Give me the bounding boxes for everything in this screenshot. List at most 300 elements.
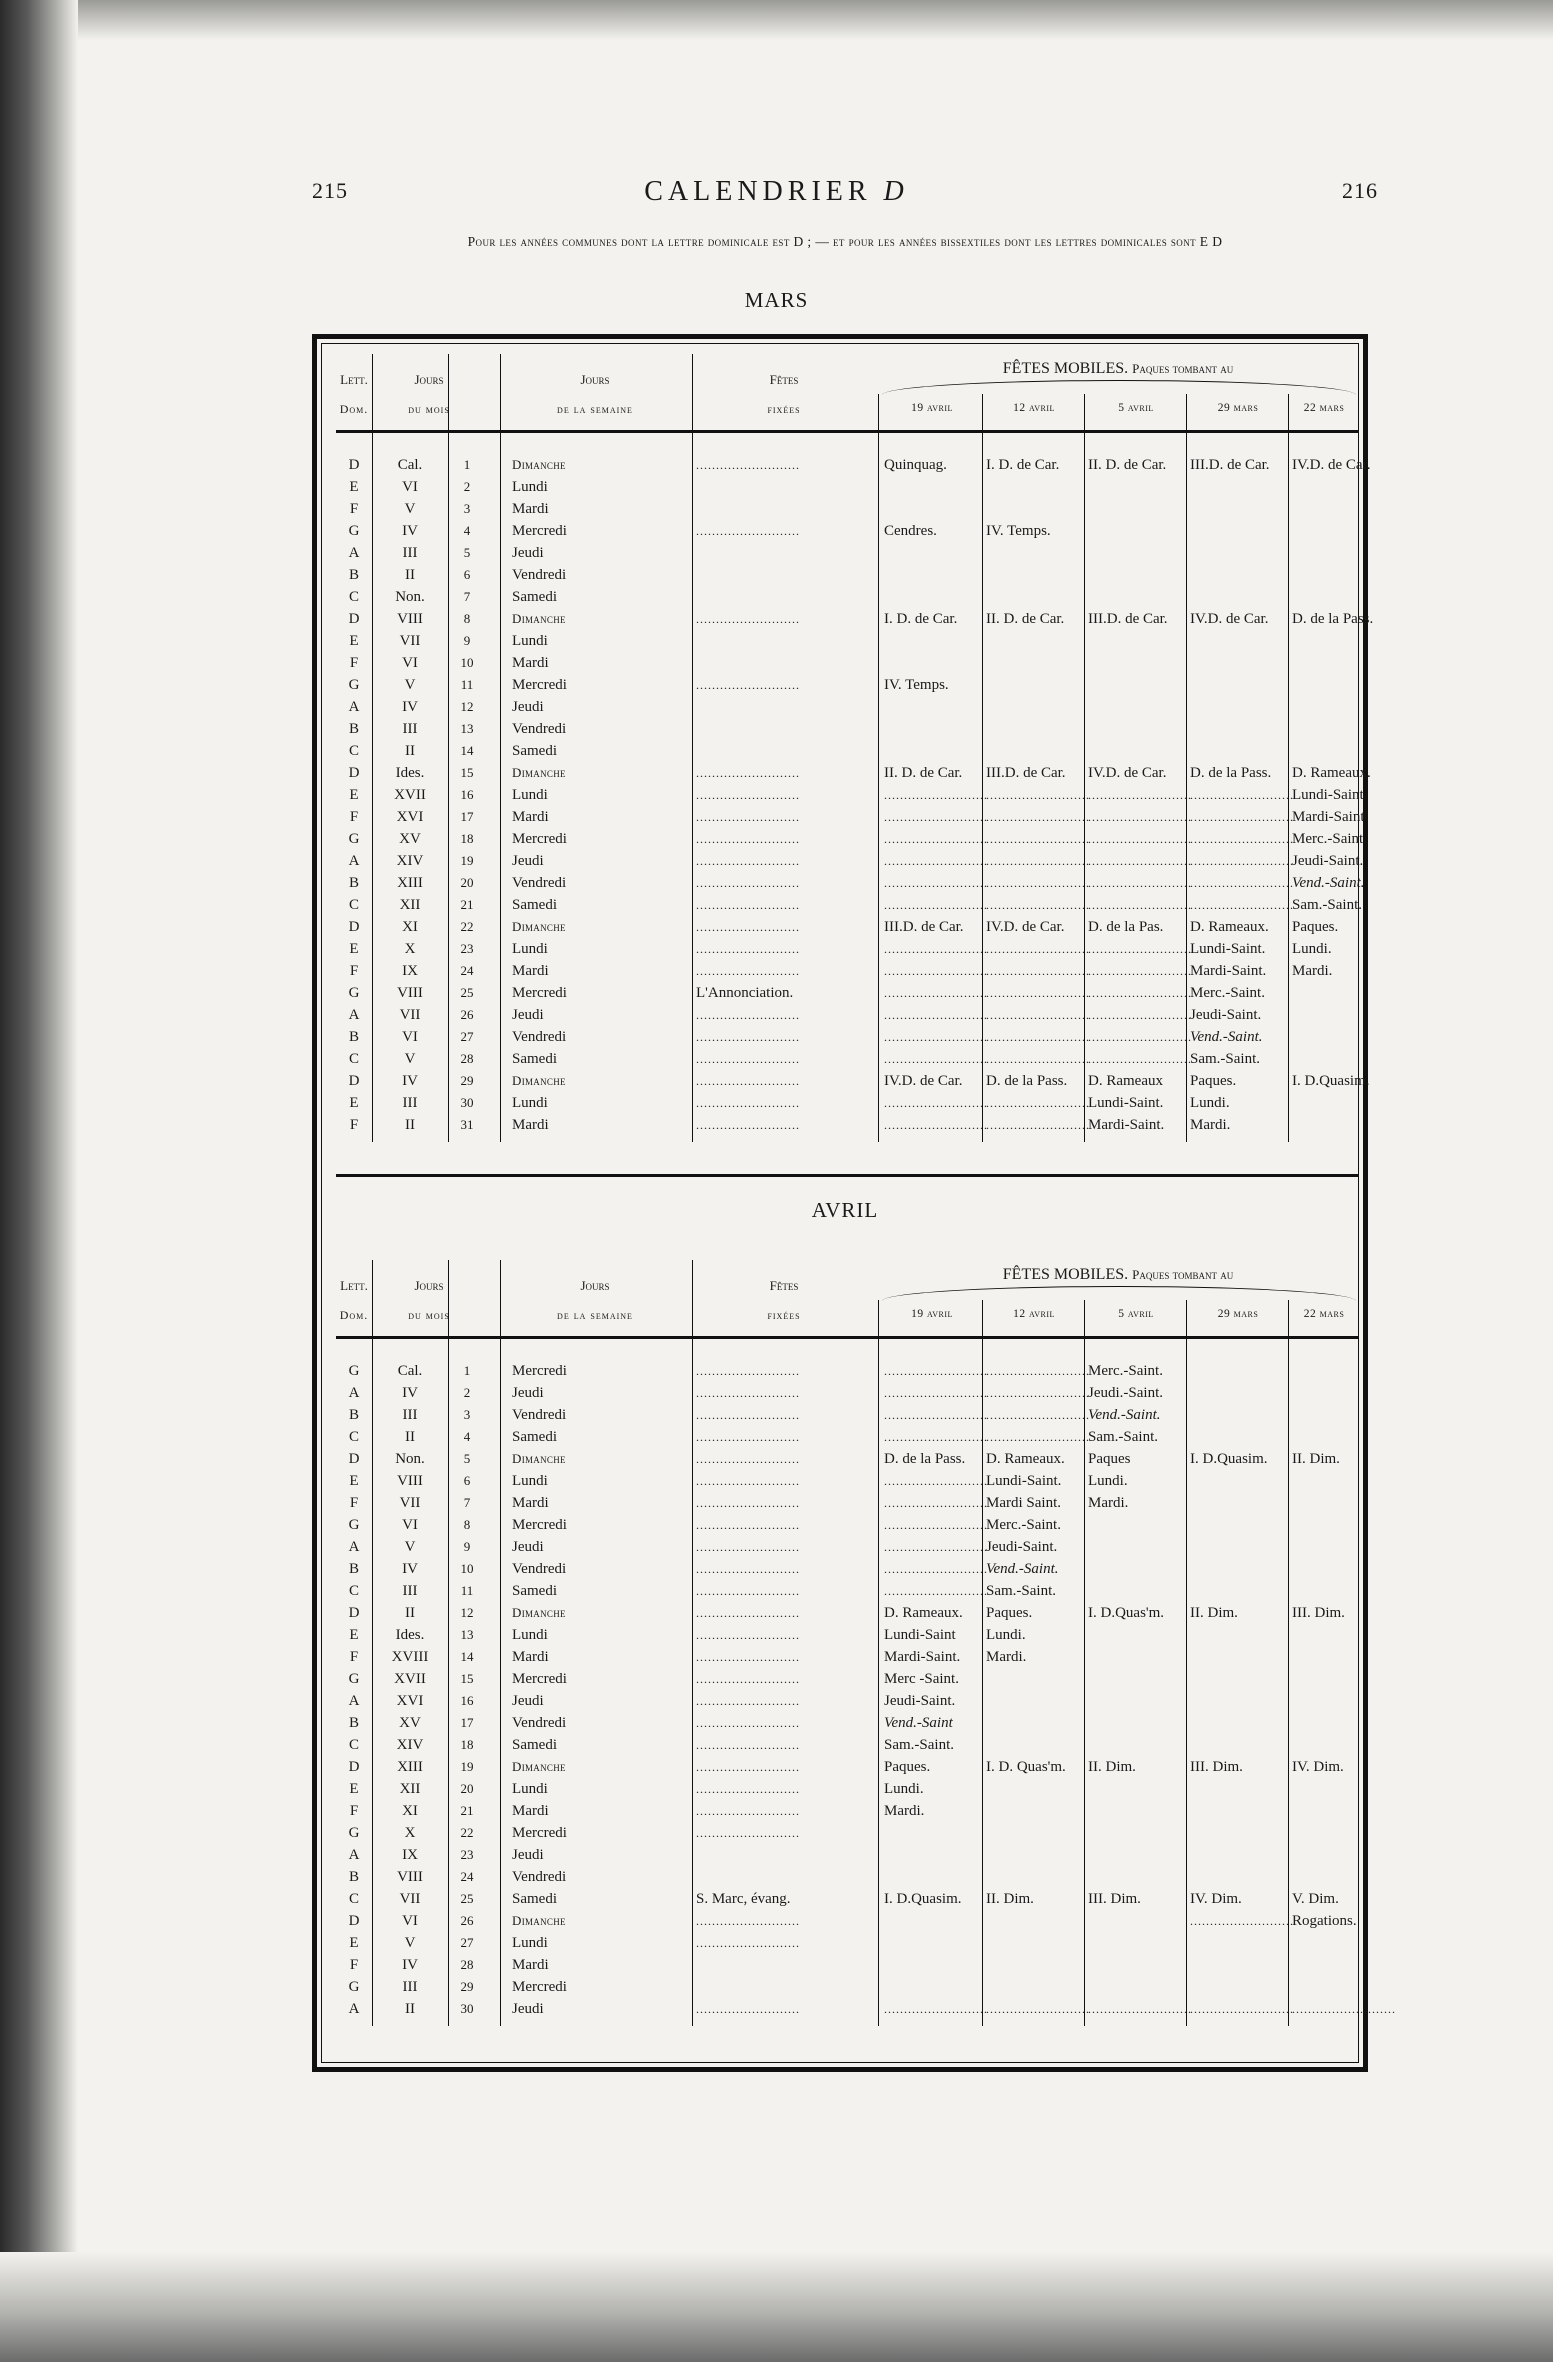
weekday: Mardi	[512, 963, 549, 979]
movable-22-mars: II. Dim.	[1292, 1451, 1340, 1467]
day-number: 8	[463, 611, 471, 626]
day-number: 31	[460, 1117, 474, 1132]
movable-19-avril: ..........................	[884, 1430, 988, 1444]
table-header	[336, 354, 1358, 430]
roman-day: Non.	[395, 1451, 425, 1467]
movable-22-mars: V. Dim.	[1292, 1891, 1339, 1907]
dominical-letter: C	[348, 743, 359, 759]
roman-day: III	[402, 1979, 418, 1995]
roman-day: Non.	[395, 589, 425, 605]
weekday: Lundi	[512, 1095, 548, 1111]
movable-19-avril: ..........................	[884, 986, 988, 1000]
roman-day: V	[404, 1935, 416, 1951]
movable-5-avril: Vend.-Saint.	[1088, 1407, 1161, 1423]
page-subtitle: Pour les années communes dont la lettre dominicale est D ; — et pour les années bissextiles dont les lettres dominicales sont E D	[467, 234, 1223, 249]
weekday: Mercredi	[512, 523, 567, 539]
movable-19-avril: ..........................	[884, 1518, 988, 1532]
day-number: 7	[463, 589, 471, 604]
movable-5-avril: Paques	[1088, 1451, 1131, 1467]
dominical-letter: A	[348, 699, 360, 715]
movable-19-avril: II. D. de Car.	[884, 765, 963, 781]
weekday: Jeudi	[512, 1539, 544, 1555]
weekday: Vendredi	[512, 721, 567, 737]
day-number: 1	[463, 457, 471, 472]
header-22-mars: 22 mars	[1303, 1308, 1345, 1320]
movable-29-mars: Mardi.	[1190, 1117, 1231, 1133]
weekday: Dimanche	[512, 1605, 566, 1620]
day-number: 25	[460, 1891, 474, 1906]
day-number: 18	[460, 1737, 474, 1752]
dominical-letter: C	[348, 897, 359, 913]
weekday: Vendredi	[512, 1561, 567, 1577]
movable-12-avril: Lundi.	[986, 1627, 1026, 1643]
table-row	[336, 1070, 1370, 1092]
header-12-avril: 12 avril	[1013, 1308, 1055, 1320]
dominical-letter: E	[349, 479, 359, 495]
movable-29-mars: D. Rameaux.	[1190, 919, 1269, 935]
fixed-feast: ..........................	[696, 1408, 800, 1422]
day-number: 3	[463, 501, 471, 516]
fixed-feast: ..........................	[696, 1030, 800, 1044]
dominical-letter: D	[348, 919, 360, 935]
roman-day: III	[402, 1407, 418, 1423]
movable-5-avril: II. D. de Car.	[1088, 457, 1167, 473]
dominical-letter: A	[348, 1007, 360, 1023]
movable-19-avril: Jeudi-Saint.	[884, 1693, 956, 1709]
weekday: Jeudi	[512, 699, 544, 715]
day-number: 4	[463, 1429, 471, 1444]
calendar-inner-frame	[321, 343, 1396, 2063]
day-number: 18	[460, 831, 474, 846]
dominical-letter: C	[348, 1891, 359, 1907]
dominical-letter: F	[349, 1803, 359, 1819]
table-row	[336, 608, 1374, 630]
movable-19-avril: ..........................	[884, 1052, 988, 1066]
movable-29-mars: Paques.	[1190, 1073, 1237, 1089]
day-number: 30	[460, 1095, 474, 1110]
avril-table	[336, 1260, 1396, 2017]
month-label-avril: AVRIL	[811, 1198, 879, 1222]
weekday: Dimanche	[512, 919, 566, 934]
table-row	[336, 1910, 1358, 1932]
weekday: Mercredi	[512, 1517, 567, 1533]
fixed-feast: ..........................	[696, 1760, 800, 1774]
dominical-letter: E	[349, 1627, 359, 1643]
header-lett: Lett. Dom.	[339, 1278, 369, 1322]
movable-12-avril: ..........................	[986, 898, 1090, 912]
header-fetes-mobiles: FÊTES MOBILES. Paques tombant au	[1002, 360, 1234, 377]
day-number: 10	[460, 655, 474, 670]
weekday: Samedi	[512, 1737, 557, 1753]
table-row	[336, 696, 1358, 718]
fixed-feast: ..........................	[696, 678, 800, 692]
movable-5-avril: ..........................	[1088, 1008, 1192, 1022]
movable-12-avril: ..........................	[986, 942, 1090, 956]
table-row	[336, 740, 1358, 762]
weekday: Dimanche	[512, 1073, 566, 1088]
movable-5-avril: Mardi.	[1088, 1495, 1129, 1511]
movable-19-avril: ..........................	[884, 964, 988, 978]
weekday: Samedi	[512, 1891, 557, 1907]
movable-19-avril: Mardi.	[884, 1803, 925, 1819]
table-row	[336, 1114, 1358, 1136]
movable-5-avril: I. D.Quas'm.	[1088, 1605, 1165, 1621]
day-number: 11	[460, 1583, 474, 1598]
roman-day: VI	[402, 1029, 418, 1045]
fixed-feast: ..........................	[696, 458, 800, 472]
day-number: 5	[463, 545, 471, 560]
movable-5-avril: ..........................	[1088, 1030, 1192, 1044]
movable-19-avril: ..........................	[884, 1386, 988, 1400]
roman-day: IV	[402, 699, 418, 715]
fixed-feast: ..........................	[696, 1386, 800, 1400]
dominical-letter: D	[348, 1913, 360, 1929]
day-number: 8	[463, 1517, 471, 1532]
day-number: 24	[460, 1869, 474, 1884]
roman-day: XII	[399, 897, 421, 913]
roman-day: XIV	[396, 853, 424, 869]
dominical-letter: B	[348, 721, 359, 737]
header-5-avril: 5 avril	[1118, 402, 1154, 414]
movable-5-avril: Sam.-Saint.	[1088, 1429, 1158, 1445]
dominical-letter: B	[348, 1561, 359, 1577]
fixed-feast: ..........................	[696, 1540, 800, 1554]
scan-edge-bottom	[0, 2252, 1553, 2362]
fixed-feast: ..........................	[696, 898, 800, 912]
day-number: 2	[463, 1385, 471, 1400]
movable-5-avril: Lundi.	[1088, 1473, 1128, 1489]
dominical-letter: C	[348, 1737, 359, 1753]
weekday: Lundi	[512, 1473, 548, 1489]
header-fetes-fixees: Fêtes fixées	[767, 372, 801, 416]
movable-29-mars: ..........................	[1190, 898, 1294, 912]
header-jours-du-mois: Jours du mois	[408, 1278, 450, 1322]
dominical-letter: A	[348, 853, 360, 869]
roman-day: XIII	[397, 1759, 423, 1775]
table-row	[336, 806, 1365, 828]
table-header	[336, 1260, 1358, 1336]
movable-12-avril: Merc.-Saint.	[986, 1517, 1061, 1533]
dominical-letter: A	[348, 1539, 360, 1555]
day-number: 10	[460, 1561, 474, 1576]
dominical-letter: E	[349, 1473, 359, 1489]
header-5-avril: 5 avril	[1118, 1308, 1154, 1320]
table-row	[336, 1844, 1358, 1866]
day-number: 28	[460, 1957, 474, 1972]
roman-day: II	[405, 567, 415, 583]
weekday: Dimanche	[512, 1451, 566, 1466]
movable-19-avril: ..........................	[884, 876, 988, 890]
table-row	[336, 1360, 1358, 1382]
movable-5-avril: ..........................	[1088, 1052, 1192, 1066]
weekday: Samedi	[512, 1429, 557, 1445]
movable-12-avril: ..........................	[986, 832, 1090, 846]
movable-29-mars: ..........................	[1190, 832, 1294, 846]
table-row	[336, 1954, 1358, 1976]
movable-19-avril: Vend.-Saint	[884, 1715, 953, 1731]
weekday: Jeudi	[512, 1385, 544, 1401]
dominical-letter: F	[349, 1957, 359, 1973]
movable-29-mars: ..........................	[1190, 854, 1294, 868]
table-row	[336, 1976, 1358, 1998]
dominical-letter: F	[349, 501, 359, 517]
fixed-feast: ..........................	[696, 1628, 800, 1642]
movable-12-avril: ..........................	[986, 986, 1090, 1000]
dominical-letter: G	[348, 1825, 360, 1841]
roman-day: V	[404, 1051, 416, 1067]
movable-29-mars: III.D. de Car.	[1190, 457, 1270, 473]
roman-day: XII	[399, 1781, 421, 1797]
movable-19-avril: ..........................	[884, 832, 988, 846]
weekday: Mardi	[512, 1957, 549, 1973]
roman-day: II	[405, 2001, 415, 2017]
table-row	[336, 1690, 1358, 1712]
movable-19-avril: Lundi-Saint	[884, 1627, 956, 1643]
fixed-feast: ..........................	[696, 832, 800, 846]
day-number: 25	[460, 985, 474, 1000]
fixed-feast: ..........................	[696, 524, 800, 538]
movable-12-avril: Paques.	[986, 1605, 1033, 1621]
header-brace	[882, 380, 1356, 395]
day-number: 12	[460, 1605, 474, 1620]
day-number: 11	[460, 677, 474, 692]
movable-19-avril: III.D. de Car.	[884, 919, 964, 935]
day-number: 13	[460, 1627, 474, 1642]
fixed-feast: ..........................	[696, 964, 800, 978]
movable-12-avril: ..........................	[986, 1008, 1090, 1022]
movable-5-avril: IV.D. de Car.	[1088, 765, 1167, 781]
day-number: 12	[460, 699, 474, 714]
roman-day: Cal.	[397, 457, 423, 473]
dominical-letter: G	[348, 985, 360, 1001]
day-number: 28	[460, 1051, 474, 1066]
dominical-letter: C	[348, 1051, 359, 1067]
movable-5-avril: D. de la Pas.	[1088, 919, 1164, 935]
table-row	[336, 454, 1371, 476]
roman-day: XI	[402, 1803, 418, 1819]
roman-day: III	[402, 545, 418, 561]
movable-19-avril: ..........................	[884, 942, 988, 956]
day-number: 23	[460, 941, 474, 956]
movable-22-mars: D. de la Pass.	[1292, 611, 1374, 627]
roman-day: VI	[402, 1517, 418, 1533]
movable-22-mars: Jeudi-Saint.	[1292, 853, 1364, 869]
day-number: 26	[460, 1913, 474, 1928]
movable-19-avril: ..........................	[884, 854, 988, 868]
roman-day: VIII	[397, 1473, 423, 1489]
fixed-feast: ..........................	[696, 1518, 800, 1532]
movable-19-avril: ..........................	[884, 1030, 988, 1044]
weekday: Lundi	[512, 633, 548, 649]
table-row	[336, 1580, 1358, 1602]
day-number: 3	[463, 1407, 471, 1422]
movable-5-avril: Mardi-Saint.	[1088, 1117, 1165, 1133]
weekday: Mercredi	[512, 677, 567, 693]
movable-12-avril: ..........................	[986, 854, 1090, 868]
roman-day: VIII	[397, 985, 423, 1001]
movable-5-avril: ..........................	[1088, 876, 1192, 890]
weekday: Mardi	[512, 655, 549, 671]
roman-day: XVII	[394, 1671, 426, 1687]
movable-19-avril: D. de la Pass.	[884, 1451, 966, 1467]
roman-day: Ides.	[395, 765, 425, 781]
movable-22-mars: IV. Dim.	[1292, 1759, 1344, 1775]
movable-12-avril: ..........................	[986, 1052, 1090, 1066]
day-number: 2	[463, 479, 471, 494]
movable-19-avril: Quinquag.	[884, 457, 947, 473]
dominical-letter: C	[348, 1583, 359, 1599]
fixed-feast: ..........................	[696, 1694, 800, 1708]
movable-29-mars: ..........................	[1190, 1914, 1294, 1928]
day-number: 27	[460, 1935, 474, 1950]
roman-day: IV	[402, 1073, 418, 1089]
table-row	[336, 1998, 1396, 2020]
movable-29-mars: Vend.-Saint.	[1190, 1029, 1263, 1045]
movable-12-avril: Mardi.	[986, 1649, 1027, 1665]
movable-12-avril: ..........................	[986, 964, 1090, 978]
weekday: Mardi	[512, 1649, 549, 1665]
movable-29-mars: II. Dim.	[1190, 1605, 1238, 1621]
weekday: Lundi	[512, 1935, 548, 1951]
day-number: 24	[460, 963, 474, 978]
fixed-feast: ..........................	[696, 788, 800, 802]
dominical-letter: D	[348, 1451, 360, 1467]
movable-19-avril: ..........................	[884, 1496, 988, 1510]
dominical-letter: G	[348, 831, 360, 847]
movable-19-avril: Mardi-Saint.	[884, 1649, 961, 1665]
movable-12-avril: II. D. de Car.	[986, 611, 1065, 627]
roman-day: IX	[402, 1847, 418, 1863]
table-row	[336, 674, 1358, 696]
movable-5-avril: Jeudi.-Saint.	[1088, 1385, 1163, 1401]
table-row	[336, 916, 1358, 938]
table-row	[336, 828, 1367, 850]
movable-22-mars: Mardi-Saint	[1292, 809, 1365, 825]
table-row	[336, 1004, 1358, 1026]
fixed-feast: ..........................	[696, 1672, 800, 1686]
movable-5-avril: ..........................	[1088, 854, 1192, 868]
table-row	[336, 1536, 1358, 1558]
roman-day: XVI	[396, 1693, 424, 1709]
header-rule	[336, 1336, 1358, 1339]
movable-19-avril: D. Rameaux.	[884, 1605, 963, 1621]
header-rule	[336, 430, 1358, 433]
movable-22-mars: Rogations.	[1292, 1913, 1357, 1929]
fixed-feast: ..........................	[696, 1562, 800, 1576]
movable-12-avril: II. Dim.	[986, 1891, 1034, 1907]
weekday: Dimanche	[512, 457, 566, 472]
weekday: Jeudi	[512, 1007, 544, 1023]
fixed-feast: ..........................	[696, 1738, 800, 1752]
movable-29-mars: ..........................	[1190, 810, 1294, 824]
day-number: 29	[460, 1073, 474, 1088]
weekday: Lundi	[512, 787, 548, 803]
movable-5-avril: ..........................	[1088, 788, 1192, 802]
roman-day: VI	[402, 1913, 418, 1929]
fixed-feast: ..........................	[696, 1074, 800, 1088]
weekday: Samedi	[512, 1583, 557, 1599]
movable-22-mars: D. Rameaux.	[1292, 765, 1371, 781]
weekday: Mercredi	[512, 1825, 567, 1841]
table-row	[336, 1382, 1358, 1404]
header-22-mars: 22 mars	[1303, 402, 1345, 414]
day-number: 29	[460, 1979, 474, 1994]
dominical-letter: C	[348, 589, 359, 605]
weekday: Dimanche	[512, 1913, 566, 1928]
dominical-letter: G	[348, 1517, 360, 1533]
roman-day: VII	[399, 633, 421, 649]
movable-5-avril: II. Dim.	[1088, 1759, 1136, 1775]
fixed-feast: ..........................	[696, 1584, 800, 1598]
fixed-feast: ..........................	[696, 1474, 800, 1488]
weekday: Mercredi	[512, 985, 567, 1001]
mars-table	[336, 354, 1374, 1133]
table-row	[336, 762, 1371, 784]
table-row	[336, 1866, 1358, 1888]
weekday: Vendredi	[512, 875, 567, 891]
dominical-letter: G	[348, 1979, 360, 1995]
fixed-feast: ..........................	[696, 1430, 800, 1444]
roman-day: VII	[399, 1495, 421, 1511]
table-row	[336, 1668, 1358, 1690]
weekday: Vendredi	[512, 1029, 567, 1045]
movable-12-avril: ..........................	[986, 1096, 1090, 1110]
movable-5-avril: Lundi-Saint.	[1088, 1095, 1164, 1111]
section-divider	[336, 1174, 1358, 1177]
movable-19-avril: ..........................	[884, 1540, 988, 1554]
table-row	[336, 564, 1358, 586]
fixed-feast: ..........................	[696, 942, 800, 956]
table-row	[336, 498, 1358, 520]
fixed-feast: ..........................	[696, 2002, 800, 2016]
table-row	[336, 872, 1365, 894]
day-number: 5	[463, 1451, 471, 1466]
movable-19-avril: ..........................	[884, 1584, 988, 1598]
roman-day: VIII	[397, 1869, 423, 1885]
table-row	[336, 1026, 1358, 1048]
table-row	[336, 1448, 1358, 1470]
roman-day: II	[405, 1605, 415, 1621]
movable-5-avril: ..........................	[1088, 942, 1192, 956]
roman-day: XIV	[396, 1737, 424, 1753]
scan-edge-top	[0, 0, 1553, 40]
header-19-avril: 19 avril	[911, 402, 953, 414]
day-number: 19	[460, 853, 474, 868]
dominical-letter: F	[349, 1649, 359, 1665]
dominical-letter: B	[348, 1029, 359, 1045]
weekday: Mercredi	[512, 831, 567, 847]
movable-29-mars: ..........................	[1190, 876, 1294, 890]
roman-day: II	[405, 743, 415, 759]
avril-rows	[336, 1360, 1396, 2020]
table-row	[336, 1800, 1358, 1822]
dominical-letter: B	[348, 1407, 359, 1423]
day-number: 20	[460, 875, 474, 890]
dominical-letter: C	[348, 1429, 359, 1445]
roman-day: IX	[402, 963, 418, 979]
fixed-feast: ..........................	[696, 810, 800, 824]
fixed-feast: ..........................	[696, 854, 800, 868]
table-row	[336, 1932, 1358, 1954]
dominical-letter: D	[348, 1759, 360, 1775]
movable-5-avril: ..........................	[1088, 810, 1192, 824]
day-number: 27	[460, 1029, 474, 1044]
movable-19-avril: ..........................	[884, 898, 988, 912]
roman-day: IV	[402, 1957, 418, 1973]
roman-day: X	[404, 1825, 416, 1841]
dominical-letter: B	[348, 1715, 359, 1731]
table-row	[336, 1734, 1358, 1756]
